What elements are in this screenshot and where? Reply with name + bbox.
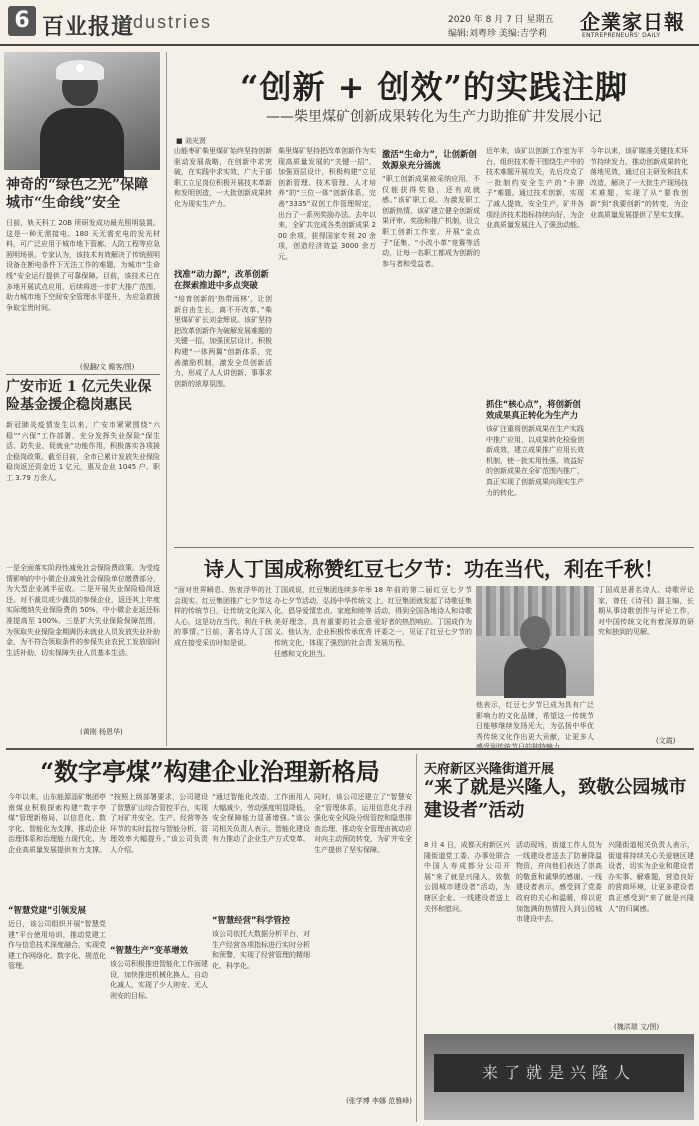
article-body: 一是全面落实阶段性减免社会保险费政策。为受疫情影响的中小微企业减免社会保险单位缴费部分，为大型企业减半征收。二是开展失业保险稳岗返还。对不裁员或少裁员的参保企业，返还其上年度实际缴纳失业保险费的 50%，中小微企业返还标准提高至 100%。三是扩大失业保险保障范围，为领取失业保险金期满仍未就业人员发放失业补助金，为不符合领取条件的参保失业农民工发放临时生活补助，切实保障失业人员基本生活。 [6, 564, 160, 657]
article-body: 丁国成是著名诗人、诗歌评论家，曾任《诗刊》副主编，长期从事诗歌创作与评论工作，对中国传统文化有着深厚的研究和独到的见解。 [598, 586, 694, 637]
feature-column-4 [486, 146, 584, 546]
coal-column-1 [8, 792, 106, 1122]
article-body: “职工创新成果被采纳应用，不仅能获得奖励，还有成就感。”该矿职工说。为激发职工创新热情，该矿建立健全创新成果评审、奖励和推广机制，设立职工创新工作室，开展“金点子”征集、“小改小革”竞赛等活动，让每一名职工都成为创新的参与者和受益者。 [382, 175, 480, 268]
divider [6, 748, 694, 750]
event-photo [424, 1034, 694, 1120]
byline: (倪翻/文 瞻客/图) [80, 363, 135, 371]
feature-subtitle: ——柴里煤矿创新成果转化为生产力助推矿井发展小记 [266, 109, 602, 125]
article-body: 该公司积极推进智能化工作面建设，加快推进机械化换人、自动化减人，实现了少人则安、无人则安的目标。 [110, 960, 208, 1000]
divider [6, 374, 160, 375]
byline: (文霞) [656, 737, 676, 745]
brand-logo: 企業家日報 [580, 10, 685, 34]
xinglong-headline: “来了就是兴隆人，致敬公园城市建设者”活动 [424, 777, 687, 821]
article-body: 丁国成说，红豆集团连续多年举办七夕节活动，弘扬中华传统文化，倡导爱情忠贞、家庭和睦等美好理念，具有重要的社会意义。他认为，企业积极传承优秀传统文化，体现了强烈的社会责任感和文化担当。 [274, 586, 372, 658]
article-body: 18 年前的第二届红豆七夕节上，红豆集团就发起了诗歌征集活动，得到全国各地诗人和诗歌爱好者的热烈响应。丁国成作为评委之一，见证了红豆七夕节的发展历程。 [374, 586, 472, 647]
article-body: 活动现场，街道工作人员为一线建设者送去了防暑降温物资，并向他们表达了崇高的敬意和诚挚的感谢。一线建设者表示，感受到了党委政府的关心和温暖，将以更加饱满的热情投入到公园城市建设中去。 [516, 841, 602, 924]
feature-column-5 [590, 146, 688, 546]
article-body: 柴里煤矿坚持把改革创新作为实现高质量发展的“关键一招”，加强顶层设计，积极构建“立足创新管理、技术管理、人才培养”的“三位一体”创新体系，完善“3335”双创工作管理规定，出台了一系列奖励办法。去年以来，全矿共完成各类创新成果 200 余项，获得国家专利 20 余项，创造经济效益 3000 余万元。 [278, 147, 376, 261]
issue-date: 2020 年 8 月 7 日 星期五 [448, 15, 554, 25]
masthead [0, 0, 699, 46]
coal-headline: “数字亭煤”构建企业治理新格局 [40, 757, 380, 786]
brand-logo-en: ENTREPRENEURS' DAILY [582, 32, 661, 39]
headline-guangan: 广安市近 1 亿元失业保险基金援企稳岗惠民 [6, 379, 152, 413]
byline: (魏洪瑞 文/图) [614, 1023, 660, 1031]
photo-banner: 来了就是兴隆人 [434, 1054, 684, 1092]
byline: (黄刚 杨恩华) [80, 728, 123, 736]
section-heading: 激活“生命力”，让创新创效源泉充分涌流 [382, 149, 477, 170]
coal-column-4 [314, 792, 412, 1122]
worker-photo [4, 52, 160, 170]
article-body: 同时，该公司还建立了“智慧安全”管理体系，运用信息化手段强化安全风险分级管控和隐患排查治理，推动安全管理由被动应对向主动预防转变，为矿井安全生产提供了坚实保障。 [314, 793, 412, 854]
article-body: “面对世界瞬息、热衷浮华的社会现实，红豆集团推广七夕节这样的传统节日，让传统文化深入人心，这是功在当代、利在千秋的事情。”日前，著名诗人丁国成在接受采访时如是说。 [174, 586, 272, 647]
feature-column-3 [382, 146, 480, 546]
article-body: 兴隆街道相关负责人表示，街道将持续关心关爱辖区建设者，切实为企业和建设者办实事、解难题，营造良好的营商环境，让更多建设者真正感受到“来了就是兴隆人”的归属感。 [608, 841, 694, 913]
article-body: 该矿注重将创新成果在生产实践中推广应用，以成果转化检验创新成效，建立成果推广应用长效机制，使一批实用性强、效益好的创新成果在全矿范围内推广，真正实现了创新成果向现实生产力的转化。 [486, 425, 584, 497]
article-body: 今年以来，山东能源淄矿集团亭南煤业积极探索构建“数字亭煤”管理新格局，以信息化、数字化、智能化为支撑，推动企业治理体系和治理能力现代化，为企业高质量发展提供有力支撑。 [8, 793, 106, 854]
feature-byline: ■ 刘光贤 [176, 137, 206, 145]
section-title: 百业报道 [42, 15, 135, 40]
article-body: “通过智能化改造，工作面用人大幅减少，劳动强度明显降低，安全保障能力显著增强。”该公司相关负责人表示，智能化建设有力推动了企业生产方式变革。 [212, 793, 310, 844]
article-body: 近年来，该矿以创新工作室为平台，组织技术骨干围绕生产中的技术难题开展攻关，先后攻克了一批制约安全生产的“卡脖子”难题。通过技术创新，实现了减人提效、安全生产，矿井各项经济技术指标持续向好，为企业高质量发展注入了强劲动能。 [486, 147, 584, 230]
column-divider [416, 754, 417, 1122]
coal-column-3 [212, 792, 310, 1122]
article-body: 新冠肺炎疫情发生以来，广安市紧紧围绕“六稳”“六保”工作部署，充分发挥失业保险“保生活、防失业、促就业”功能作用，积极落实各项援企稳岗政策。截至目前，全市已累计发放失业保险稳岗返还资金近 1 亿元，惠及企业 1045 户、职工 3.79 万余人。 [6, 421, 160, 482]
article-body: “按照上级部署要求，公司建设了智慧矿山综合管控平台，实现了对矿井安全、生产、经营等各环节的实时监控与智能分析，管理效率大幅提升。”该公司负责人介绍。 [110, 793, 208, 854]
headline-green-light: 神奇的“绿色之光”保障城市“生命线”安全 [6, 177, 149, 211]
article-body: 8 月 4 日，成都天府新区兴隆街道党工委、办事处联合中国人寿成都分公司开展“来了就是兴隆人，致敬公园城市建设者”活动，为辖区企业、一线建设者送上关怀和慰问。 [424, 841, 510, 913]
article-body: “培育创新的‘热带雨林’，让创新自由生长，离不开改革。”柴里煤矿矿长刘金辉说。该矿坚持把改革创新作为破解发展难题的关键一招，加强顶层设计，积极构建“一体两翼”创新体系，完善激励机制，激发全员创新活力，形成了人人讲创新、事事求创新的浓厚氛围。 [174, 295, 272, 388]
section-heading: “智慧党建”引领发展 [8, 905, 87, 915]
coal-column-2 [110, 792, 208, 1122]
section-heading: 抓住“核心点”，将创新创效成果真正转化为生产力 [486, 399, 581, 420]
poet-portrait-photo [476, 586, 594, 696]
article-body: 日前，轨天科工 20B 所研发成功最光照明装置。这是一种无需接电、180 天无需充电的发光材料，可广泛应用于城市地下管廊、人防工程等应急照明场景。专家认为，该技术有效解决了传统照明设备在断电条件下无法工作的难题，为城市“生命线”安全运行提供了可靠保障。目前，该技术已在多地开展试点应用，后续将进一步扩大推广范围，助力城市地下空间安全管理水平提升，为应急救援争取宝贵时间。 [6, 219, 160, 312]
section-heading: 找准“动力源”，改革创新在探索推进中多点突破 [174, 269, 269, 290]
feature-column-2 [278, 146, 376, 546]
editor-credits: 编辑:刘粤珍 美编:吉学莉 [448, 29, 547, 39]
column-divider [166, 52, 167, 746]
article-body: 山能枣矿柴里煤矿始终坚持创新驱动发展战略，在创新中求突破，在实践中求实效，广大干部职工立足岗位积极开展技术革新和发明创造，一大批创新成果转化为现实生产力。 [174, 147, 272, 208]
article-body: 该公司依托大数据分析平台，对生产经营各项指标进行实时分析和预警，实现了经营管理的精细化、科学化。 [212, 930, 310, 970]
section-heading: “智慧生产”变革增效 [110, 945, 189, 955]
feature-headline: “创新 + 创效”的实践注脚 [240, 68, 628, 106]
article-body: 他表示，红豆七夕节已成为具有广泛影响力的文化品牌，希望这一传统节日能够继续发扬光大，为弘扬中华优秀传统文化作出更大贡献，让更多人 [476, 701, 594, 741]
feature-column-1 [174, 146, 272, 546]
poet-headline: 诗人丁国成称赞红豆七夕节：功在当代，利在千秋！ [204, 557, 664, 581]
section-heading: “智慧经营”科学管控 [212, 915, 291, 925]
article-body: 今年以来，该矿瞄准关键技术环节持续发力，推动创新成果转化落地见效，通过自主研发和技术改造，解决了一大批生产现场技术难题，实现了从“要我创新”到“我要创新”的转变，为企业高质量发展提供了坚实支撑。 [590, 147, 688, 219]
kicker: 天府新区兴隆街道开展 [424, 762, 555, 777]
byline: (张学博 李娜 范雅峰) [346, 1097, 412, 1105]
section-number: 6 [8, 6, 36, 36]
divider [174, 547, 694, 548]
section-title-en: Industries [114, 12, 213, 32]
article-body: 近日，该公司组织开展“智慧党建”平台使用培训，推动党建工作与信息技术深度融合，实现党建工作网络化、数字化、规范化管理。 [8, 920, 106, 971]
